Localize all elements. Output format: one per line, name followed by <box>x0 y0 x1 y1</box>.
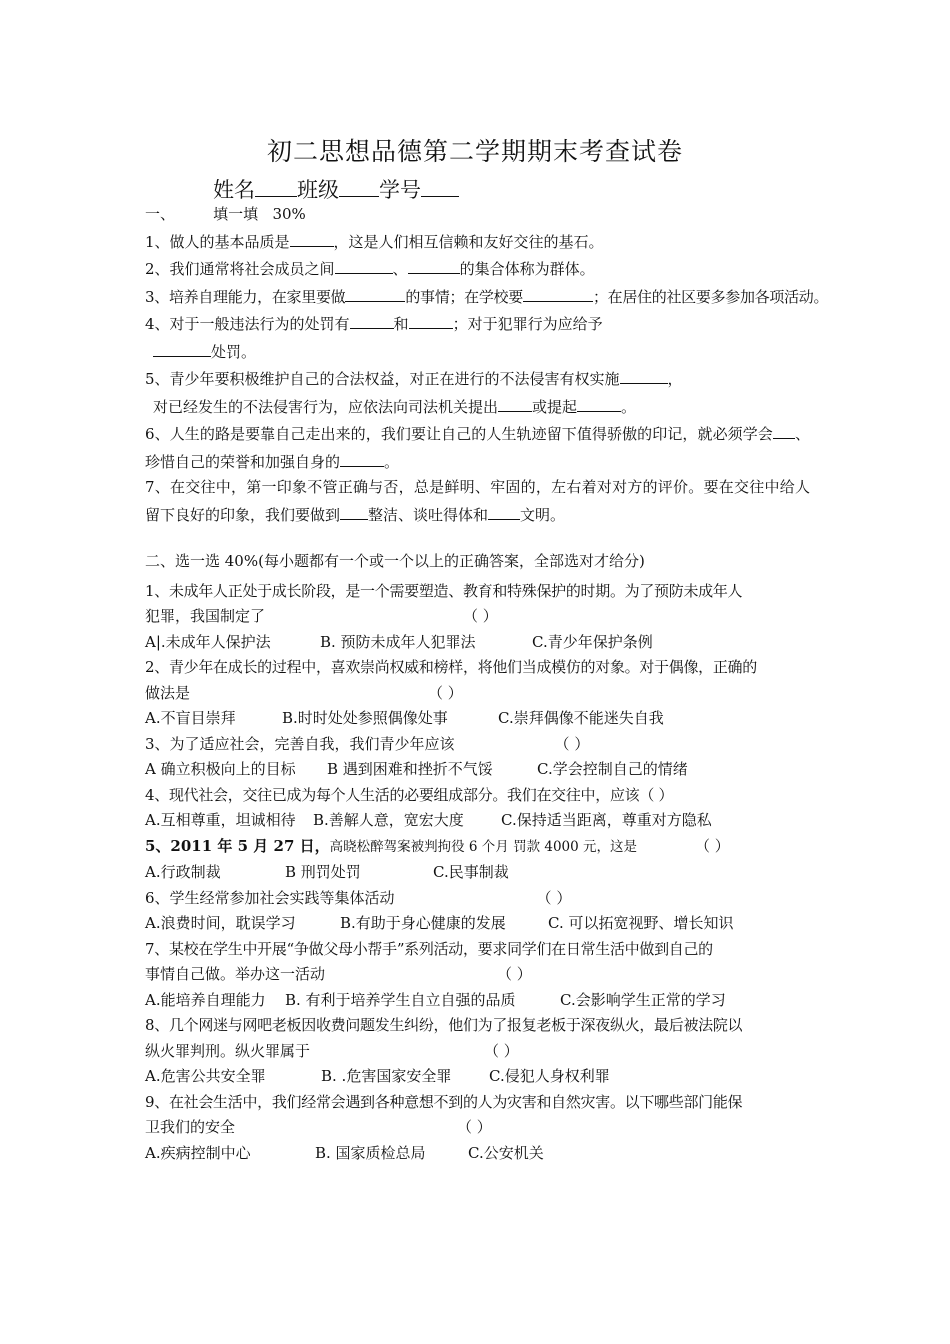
q3-text: 3、培养自理能力，在家里要做 <box>145 287 346 306</box>
answer-paren[interactable]: （ ） <box>554 734 590 753</box>
option-c[interactable]: C.学会控制自己的情绪 <box>537 760 688 778</box>
option-a[interactable]: A.浪费时间，耽误学习 <box>145 914 296 932</box>
q5-text: 5、青少年要积极维护自己的合法权益，对正在进行的不法侵害有权实施 <box>145 370 620 388</box>
option-a[interactable]: A.危害公共安全罪 <box>145 1067 266 1085</box>
choice-question-2-cont <box>145 681 810 707</box>
exam-content <box>145 202 829 1166</box>
q2-blank-1[interactable] <box>335 255 393 274</box>
choice-question-8: 8、几个网迷与网吧老板因收费问题发生纠纷，他们为了报复老板于深夜纵火，最后被法院以 <box>145 1016 743 1034</box>
option-b[interactable]: B.善解人意，宽宏大度 <box>313 811 464 829</box>
fill-question-5 <box>145 365 810 393</box>
option-b[interactable]: B.时时处处参照偶像处事 <box>282 709 448 727</box>
option-b[interactable]: B. 国家质检总局 <box>315 1143 426 1162</box>
choice-question-9-cont <box>145 1115 810 1141</box>
q2-blank-2[interactable] <box>408 255 460 274</box>
student-info-line <box>213 174 459 204</box>
q4-text-mid: ；对于犯罪行为应给予 <box>452 315 603 333</box>
option-c[interactable]: C. 可以拓宽视野、增长知识 <box>548 914 734 932</box>
choice-question-4 <box>145 783 810 809</box>
q4-blank-1[interactable] <box>350 310 394 329</box>
q5-text-3: 或提起 <box>532 397 578 416</box>
q6-blank-1[interactable] <box>773 420 795 439</box>
option-a[interactable]: A.互相尊重，坦诚相待 <box>145 811 296 829</box>
option-c[interactable]: C.侵犯人身权利罪 <box>489 1067 610 1085</box>
q5-text-end: 。 <box>621 397 637 416</box>
option-c[interactable]: C.崇拜偶像不能迷失自我 <box>498 709 664 727</box>
q5-comma: ， <box>667 370 683 388</box>
exam-title: 初二思想品德第二学期期末考查试卷 <box>266 137 683 166</box>
fill-question-4 <box>145 310 810 338</box>
option-a[interactable]: A.疾病控制中心 <box>145 1143 251 1162</box>
name-blank[interactable] <box>255 178 297 197</box>
option-b[interactable]: B 遇到困难和挫折不气馁 <box>327 760 493 778</box>
cq5-date: 5、2011 年 5 月 27 日， <box>145 836 330 855</box>
q6-text-mid: 、珍惜自己的荣誉和加强自身的 <box>145 425 810 471</box>
q5-blank-2[interactable] <box>498 393 532 412</box>
cq6-text: 6、学生经常参加社会实践等集体活动 <box>145 888 395 907</box>
options-q5 <box>145 860 810 886</box>
option-a[interactable]: A.能培养自理能力 <box>145 990 266 1009</box>
number-label: 学号 <box>379 178 421 202</box>
q7-text: 7、在交往中，第一印象不管正确与否，总是鲜明、牢固的，左右着对对方的评价。要在交往中给人留下良好的印象，我们要做到 <box>145 478 810 524</box>
q4-text-end: 处罚。 <box>211 342 257 361</box>
fill-question-7 <box>145 475 810 528</box>
section1-heading: 一、 填一填 30% <box>145 205 306 223</box>
q2-text: 2、我们通常将社会成员之间 <box>145 260 335 278</box>
cq7-text: 事情自己做。举办这一活动 <box>145 965 326 983</box>
q4-blank-2[interactable] <box>409 310 453 329</box>
q1-blank[interactable] <box>290 228 334 247</box>
q5-blank-3[interactable] <box>577 393 621 412</box>
choice-question-9: 9、在社会生活中，我们经常会遇到各种意想不到的人为灾害和自然灾害。以下哪些部门能保 <box>145 1092 743 1111</box>
q7-text-end: 文明。 <box>520 505 566 524</box>
fill-question-6 <box>145 420 810 475</box>
cq4-text: 4、现代社会，交往已成为每个人生活的必要组成部分。我们在交往中，应该 <box>145 785 640 804</box>
number-blank[interactable] <box>421 178 459 197</box>
q4-text: 4、对于一般违法行为的处罚有 <box>145 315 350 333</box>
option-a[interactable]: A|.未成年人保护法 <box>145 632 271 651</box>
options-q2 <box>145 706 810 732</box>
answer-paren[interactable]: （ ） <box>695 836 730 855</box>
option-b[interactable]: B. .危害国家安全罪 <box>321 1067 452 1085</box>
cq3-text: 3、为了适应社会，完善自我，我们青少年应该 <box>145 734 455 753</box>
fill-question-5-cont <box>145 393 810 421</box>
choice-question-1-cont <box>145 604 810 630</box>
q4-and: 和 <box>393 315 409 333</box>
options-q1 <box>145 630 810 656</box>
option-b[interactable]: B. 预防未成年人犯罪法 <box>320 632 476 651</box>
class-blank[interactable] <box>339 178 379 197</box>
option-c[interactable]: C.保持适当距离，尊重对方隐私 <box>501 811 712 829</box>
cq1-text: 犯罪，我国制定了 <box>145 607 266 625</box>
q2-text-end: 的集合体称为群体。 <box>459 260 595 278</box>
choice-question-2: 2、青少年在成长的过程中，喜欢崇尚权威和榜样，将他们当成模仿的对象。对于偶像，正确的 <box>145 658 757 676</box>
q1-text: 1、做人的基本品质是 <box>145 232 290 251</box>
q6-blank-2[interactable] <box>340 448 384 467</box>
options-q4 <box>145 808 810 834</box>
fill-question-3 <box>145 283 829 311</box>
answer-paren[interactable]: （ ） <box>428 683 463 702</box>
q3-blank-1[interactable] <box>345 283 405 302</box>
option-c[interactable]: C.公安机关 <box>468 1143 544 1162</box>
answer-paren[interactable]: （ ） <box>457 1118 492 1136</box>
fill-question-2 <box>145 255 810 283</box>
answer-paren[interactable]: （ ） <box>639 785 674 804</box>
answer-paren[interactable]: （ ） <box>463 607 498 625</box>
section2-heading: 二、选一选 40%(每小题都有一个或一个以上的正确答案，全部选对才给分) <box>145 552 645 570</box>
q5-text-2: 对已经发生的不法侵害行为，应依法向司法机关提出 <box>153 397 499 416</box>
cq9-text: 卫我们的安全 <box>145 1118 236 1136</box>
option-a[interactable]: A.行政制裁 <box>145 863 221 881</box>
q3-text-end: ；在居住的社区要多参加各项活动。 <box>592 287 829 306</box>
options-q3 <box>145 757 810 783</box>
options-q8 <box>145 1064 810 1090</box>
cq5-text: 高晓松醉驾案被判拘役 6 个月 罚款 4000 元，这是 <box>329 838 638 855</box>
q7-text-mid: 整洁、谈吐得体和 <box>368 505 489 524</box>
option-a[interactable]: A.不盲目崇拜 <box>145 709 236 727</box>
option-a[interactable]: A 确立积极向上的目标 <box>145 760 296 778</box>
option-c[interactable]: C.青少年保护条例 <box>532 632 653 651</box>
option-c[interactable]: C.民事制裁 <box>433 863 509 881</box>
options-q6 <box>145 911 810 937</box>
option-c[interactable]: C.会影响学生正常的学习 <box>560 990 726 1009</box>
q1-text-end: ，这是人们相互信赖和友好交往的基石。 <box>333 232 604 251</box>
answer-paren[interactable]: （ ） <box>536 888 572 907</box>
choice-question-6 <box>145 886 810 912</box>
choice-question-8-cont <box>145 1039 810 1065</box>
q7-blank-1[interactable] <box>340 501 368 520</box>
q3-blank-2[interactable] <box>523 283 593 302</box>
q7-blank-2[interactable] <box>488 501 520 520</box>
fill-question-1 <box>145 228 810 256</box>
fill-question-4-cont <box>145 338 810 366</box>
q6-text: 6、人生的路是要靠自己走出来的，我们要让自己的人生轨迹留下值得骄傲的印记，就必须学会 <box>145 425 773 443</box>
q3-text-mid: 的事情；在学校要 <box>405 287 523 306</box>
cq2-text: 做法是 <box>145 683 191 702</box>
cq8-text: 纵火罪判刑。纵火罪属于 <box>145 1041 311 1060</box>
option-b[interactable]: B 刑罚处罚 <box>285 863 361 881</box>
options-q9 <box>145 1141 810 1167</box>
answer-paren[interactable]: （ ） <box>484 1041 519 1060</box>
q5-blank-1[interactable] <box>620 365 668 384</box>
choice-question-7: 7、某校在学生中开展“争做父母小帮手”系列活动，要求同学们在日常生活中做到自己的 <box>145 939 713 958</box>
choice-question-7-cont <box>145 962 810 988</box>
option-b[interactable]: B.有助于身心健康的发展 <box>340 914 506 932</box>
class-label: 班级 <box>297 178 339 202</box>
choice-question-3 <box>145 732 810 758</box>
option-b[interactable]: B. 有利于培养学生自立自强的品质 <box>285 990 516 1009</box>
q2-sep: 、 <box>392 260 408 278</box>
name-label: 姓名 <box>213 178 255 202</box>
choice-question-1: 1、未成年人正处于成长阶段，是一个需要塑造、教育和特殊保护的时期。为了预防未成年人 <box>145 581 743 600</box>
options-q7 <box>145 988 810 1014</box>
q6-text-end: 。 <box>384 452 400 471</box>
q4-blank-3[interactable] <box>153 338 211 357</box>
choice-question-5 <box>145 834 810 861</box>
answer-paren[interactable]: （ ） <box>497 965 532 983</box>
